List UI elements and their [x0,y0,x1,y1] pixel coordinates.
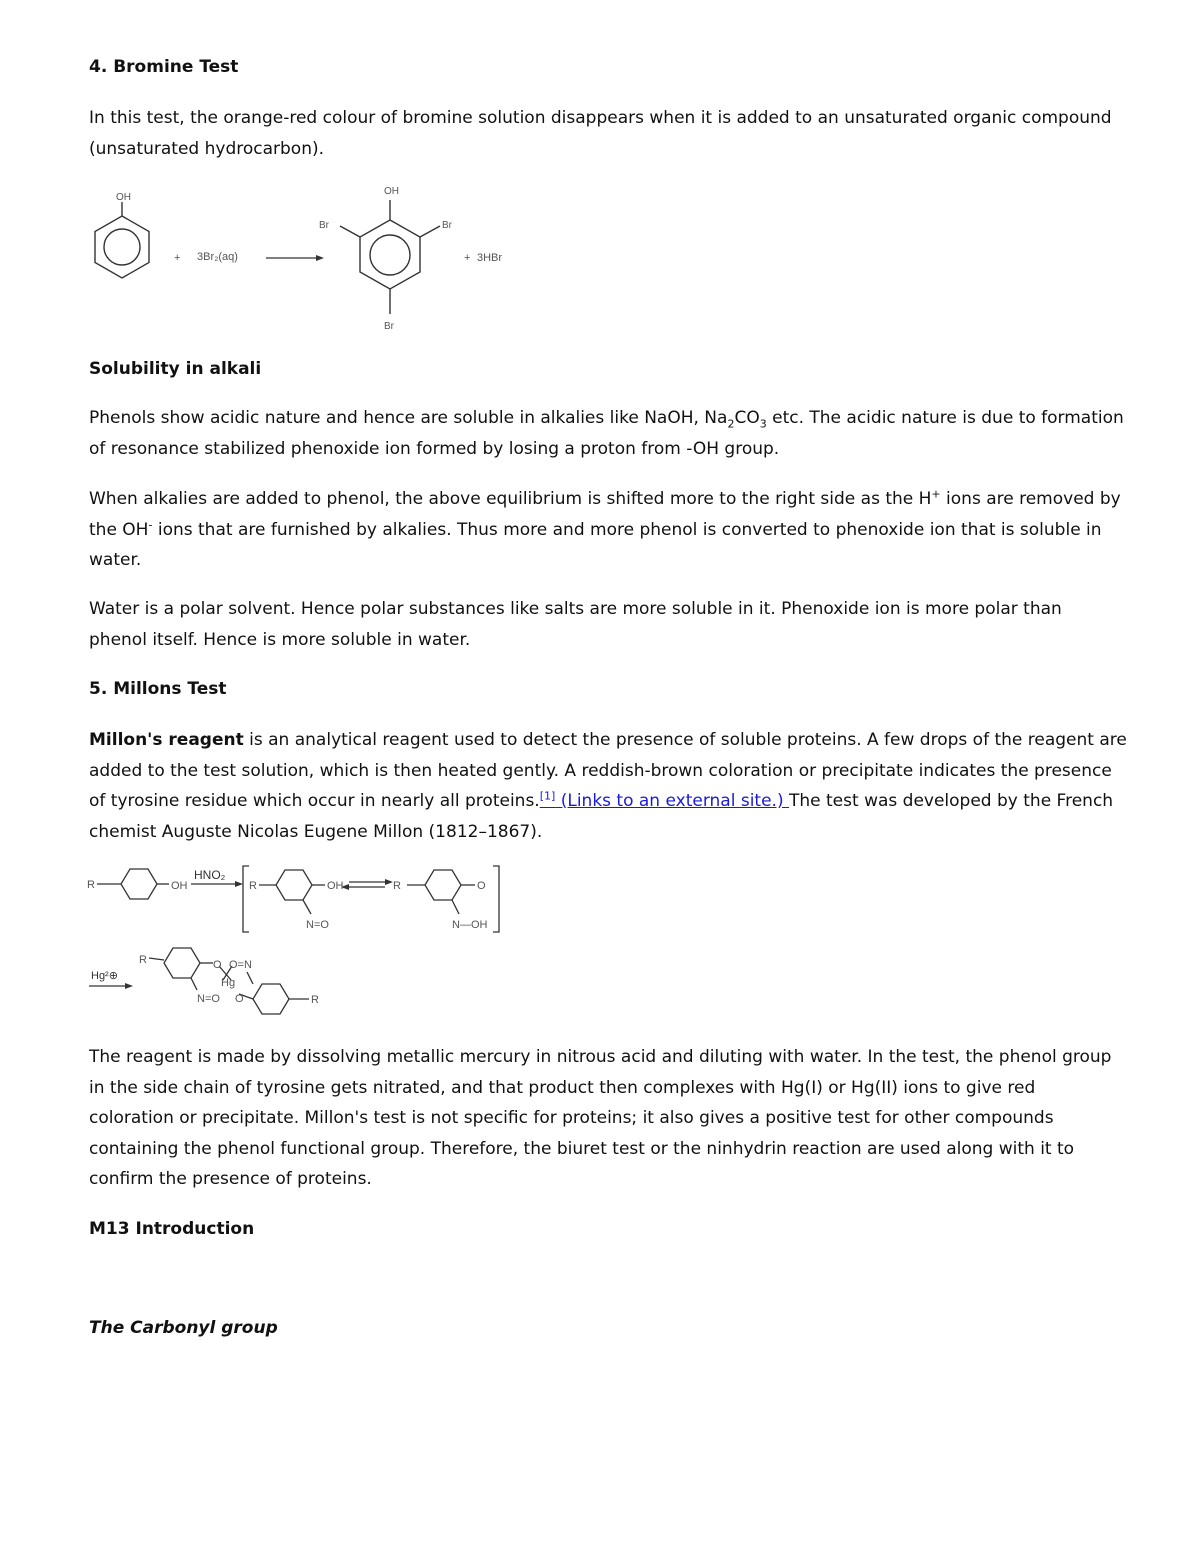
oxygen-label: O [213,959,222,971]
millons-test-heading: 5. Millons Test [89,679,227,699]
oh-label: OH [116,192,131,203]
text-line: of resonance stabilized phenoxide ion formed by losing a proton from -OH group. [89,438,780,459]
text-line: containing the phenol functional group. Therefore, the biuret test or the ninhydrin reaction are used along with it to [89,1138,1075,1159]
text-line: of tyrosine residue which occur in nearly all proteins.[1] (Links to an external site.) The test was developed by the French [89,789,1114,811]
bromination-reaction-figure [82,178,522,342]
text-line: chemist Auguste Nicolas Eugene Millon (1812–1867). [89,821,543,842]
millons-reagent-term: Millon's reagent [89,730,244,750]
hbr-byproduct: 3HBr [477,252,503,264]
r-group: R [311,994,319,1006]
text-line: (unsaturated hydrocarbon). [89,138,325,159]
text-line: In this test, the orange-red colour of bromine solution disappears when it is added to an unsaturated organic compound [89,108,1112,128]
millons-paragraph-2 [89,1042,1157,1195]
text-line: confirm the presence of proteins. [89,1169,372,1189]
br-label: Br [319,220,329,231]
nitroso-label: N=O [306,919,329,931]
mercury-ion-label: Hg²⊕ [91,970,118,982]
oxo-label: O [477,880,486,892]
text-line: water. [89,550,142,570]
carbonyl-group-heading: The Carbonyl group [89,1318,278,1338]
oh-label: OH [327,880,344,892]
solubility-paragraph-3 [89,594,1157,655]
text-line: in the side chain of tyrosine gets nitrated, and that product then complexes with Hg(I) or Hg(II) ions to give red [89,1077,1036,1098]
oh-label: OH [384,186,399,197]
phenol-structure [95,202,149,278]
oxygen-label: O [235,993,244,1005]
oxime-label: N—OH [452,919,488,931]
tribromophenol-structure [340,200,440,314]
text-line: When alkalies are added to phenol, the above equilibrium is shifted more to the right side as the H+ ions are removed by [89,487,1121,509]
br-label: Br [384,321,394,332]
reference-link[interactable]: [1] (Links to an external site.) [539,789,789,811]
text-line: The reagent is made by dissolving metallic mercury in nitrous acid and diluting with water. In the test, the phenol group [89,1047,1112,1067]
bromine-reagent: 3Br₂(aq) [197,251,238,263]
text-line: phenol itself. Hence is more soluble in water. [89,629,471,650]
millons-paragraph-1 [89,725,1157,847]
r-group: R [393,880,401,892]
nitrous-acid-label: HNO₂ [194,868,226,882]
bromine-test-heading: 4. Bromine Test [89,57,239,77]
text-line: added to the test solution, which is then heated gently. A reddish-brown coloration or precipitate indicates the presence [89,760,1112,781]
millon-reaction-figure [87,862,527,1026]
nitroso-label: O=N [229,959,252,971]
mercury-label: Hg [221,977,236,989]
m13-introduction-heading: M13 Introduction [89,1219,255,1239]
text-line: Water is a polar solvent. Hence polar substances like salts are more soluble in it. Phenoxide ion is more polar than [89,599,1062,619]
text-line: Phenols show acidic nature and hence are soluble in alkalies like NaOH, $Na_2CO_3$ etc. The acidic nature is due to formation [89,408,1124,431]
plus-sign: + [174,252,181,264]
text-line: Millon's reagent is an analytical reagent used to detect the presence of soluble proteins. A few drops of the reagent are [89,730,1127,750]
solubility-paragraph-1 [89,403,1157,464]
solubility-paragraph-2 [89,484,1157,576]
r-group: R [139,954,147,966]
br-label: Br [442,220,452,231]
bromine-test-paragraph [89,103,1157,164]
text-line: the OH- ions that are furnished by alkalies. Thus more and more phenol is converted to phenoxide ion that is soluble in [89,517,1102,540]
oh-label: OH [171,880,188,892]
plus-sign: + [464,252,471,264]
solubility-heading: Solubility in alkali [89,359,262,379]
nitroso-label: N=O [197,993,220,1005]
text-line: coloration or precipitate. Millon's test is not specific for proteins; it also gives a positive test for other compounds [89,1108,1054,1128]
r-group: R [249,880,257,892]
r-group: R [87,879,95,891]
